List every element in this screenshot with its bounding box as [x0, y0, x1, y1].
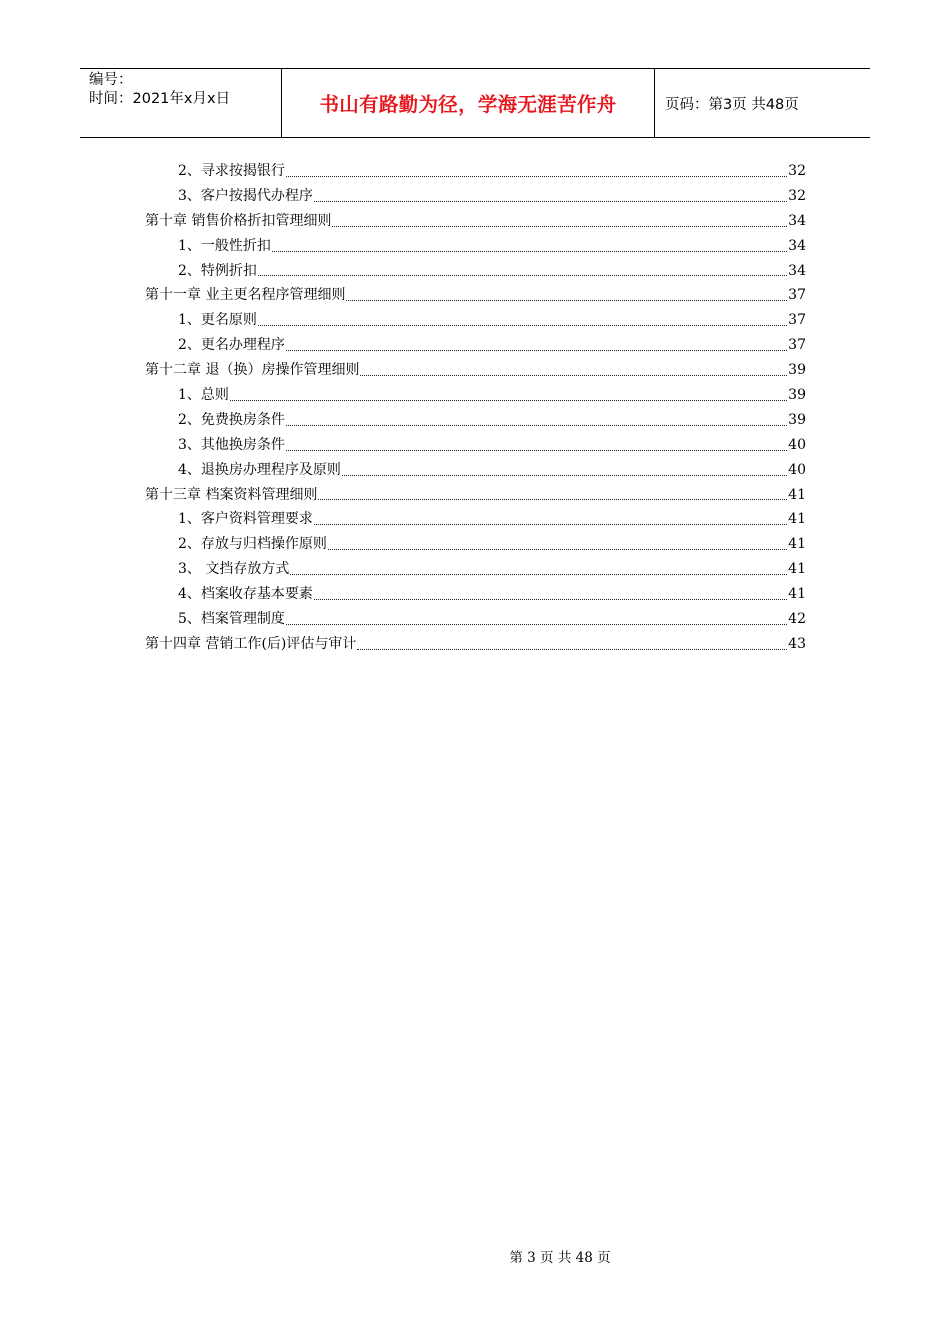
toc-entry-label: 5、档案管理制度	[178, 611, 285, 628]
toc-entry-label: 4、退换房办理程序及原则	[178, 461, 341, 478]
page-footer: 第 3 页 共 48 页	[509, 1250, 611, 1266]
toc-entry-label: 1、客户资料管理要求	[178, 511, 313, 528]
toc-leader-dots	[272, 250, 787, 252]
page-header	[80, 68, 870, 138]
toc-entry-page: 37	[788, 337, 806, 354]
toc-section-entry[interactable]	[145, 184, 806, 209]
toc-chapter-entry[interactable]	[145, 283, 806, 308]
toc-entry-page: 37	[788, 312, 806, 329]
toc-section-entry[interactable]	[145, 557, 806, 582]
toc-entry-label: 第十二章 退（换）房操作管理细则	[145, 362, 360, 379]
toc-entry-label: 2、存放与归档操作原则	[178, 536, 327, 553]
toc-leader-dots	[360, 374, 787, 376]
toc-leader-dots	[286, 349, 787, 351]
toc-entry-page: 40	[788, 436, 806, 453]
toc-chapter-entry[interactable]	[145, 632, 806, 657]
toc-entry-label: 2、更名办理程序	[178, 337, 285, 354]
toc-leader-dots	[342, 474, 787, 476]
toc-section-entry[interactable]	[145, 383, 806, 408]
toc-entry-page: 39	[788, 411, 806, 428]
toc-leader-dots	[357, 648, 787, 650]
toc-section-entry[interactable]	[145, 308, 806, 333]
toc-entry-label: 2、寻求按揭银行	[178, 162, 285, 179]
toc-entry-label: 2、免费换房条件	[178, 411, 285, 428]
table-of-contents	[145, 159, 806, 657]
toc-entry-page: 41	[788, 561, 806, 578]
header-meta	[80, 69, 282, 137]
toc-chapter-entry[interactable]	[145, 483, 806, 508]
toc-entry-page: 43	[788, 635, 806, 652]
toc-leader-dots	[286, 449, 787, 451]
toc-entry-page: 41	[788, 486, 806, 503]
toc-entry-label: 第十章 销售价格折扣管理细则	[145, 212, 332, 229]
toc-section-entry[interactable]	[145, 607, 806, 632]
toc-entry-page: 39	[788, 387, 806, 403]
toc-section-entry[interactable]	[145, 582, 806, 607]
toc-leader-dots	[346, 299, 787, 301]
toc-entry-page: 41	[788, 536, 806, 553]
document-date: 时间：2021年x月x日	[89, 91, 231, 107]
toc-entry-page: 32	[788, 162, 806, 179]
toc-entry-page: 41	[788, 586, 806, 603]
toc-entry-label: 3、 文挡存放方式	[178, 561, 290, 578]
toc-entry-label: 1、更名原则	[178, 312, 257, 329]
toc-leader-dots	[286, 175, 787, 177]
toc-leader-dots	[314, 598, 787, 600]
toc-entry-page: 34	[788, 262, 806, 279]
toc-entry-label: 第十四章 营销工作(后)评估与审计	[145, 635, 357, 652]
toc-section-entry[interactable]	[145, 333, 806, 358]
toc-leader-dots	[318, 498, 787, 500]
toc-entry-label: 第十一章 业主更名程序管理细则	[145, 287, 346, 304]
toc-section-entry[interactable]	[145, 507, 806, 532]
toc-leader-dots	[258, 324, 787, 326]
toc-leader-dots	[230, 399, 787, 401]
toc-section-entry[interactable]	[145, 159, 806, 184]
toc-entry-label: 1、总则	[178, 387, 229, 403]
toc-entry-page: 32	[788, 187, 806, 204]
toc-entry-page: 34	[788, 212, 806, 229]
toc-entry-page: 37	[788, 287, 806, 304]
toc-entry-page: 39	[788, 362, 806, 379]
toc-leader-dots	[328, 548, 787, 550]
toc-leader-dots	[286, 623, 787, 625]
toc-entry-label: 3、其他换房条件	[178, 436, 285, 453]
toc-section-entry[interactable]	[145, 433, 806, 458]
toc-leader-dots	[258, 274, 787, 276]
toc-entry-label: 2、特例折扣	[178, 262, 257, 279]
toc-section-entry[interactable]	[145, 234, 806, 259]
toc-entry-label: 1、一般性折扣	[178, 237, 271, 254]
toc-entry-page: 42	[788, 611, 806, 628]
toc-entry-label: 第十三章 档案资料管理细则	[145, 486, 318, 503]
toc-section-entry[interactable]	[145, 458, 806, 483]
toc-chapter-entry[interactable]	[145, 209, 806, 234]
toc-entry-label: 3、客户按揭代办程序	[178, 187, 313, 204]
toc-chapter-entry[interactable]	[145, 358, 806, 383]
document-number: 编号：	[89, 72, 133, 88]
toc-leader-dots	[314, 523, 787, 525]
toc-leader-dots	[332, 225, 787, 227]
toc-section-entry[interactable]	[145, 532, 806, 557]
header-page-info: 页码：第3页 共48页	[665, 96, 799, 113]
toc-leader-dots	[286, 424, 787, 426]
toc-leader-dots	[290, 573, 787, 575]
toc-section-entry[interactable]	[145, 408, 806, 433]
toc-entry-label: 4、档案收存基本要素	[178, 586, 313, 603]
toc-entry-page: 34	[788, 237, 806, 254]
toc-section-entry[interactable]	[145, 259, 806, 284]
toc-entry-page: 41	[788, 511, 806, 528]
toc-entry-page: 40	[788, 461, 806, 478]
toc-leader-dots	[314, 200, 787, 202]
header-slogan: 书山有路勤为径，学海无涯苦作舟	[282, 69, 655, 137]
